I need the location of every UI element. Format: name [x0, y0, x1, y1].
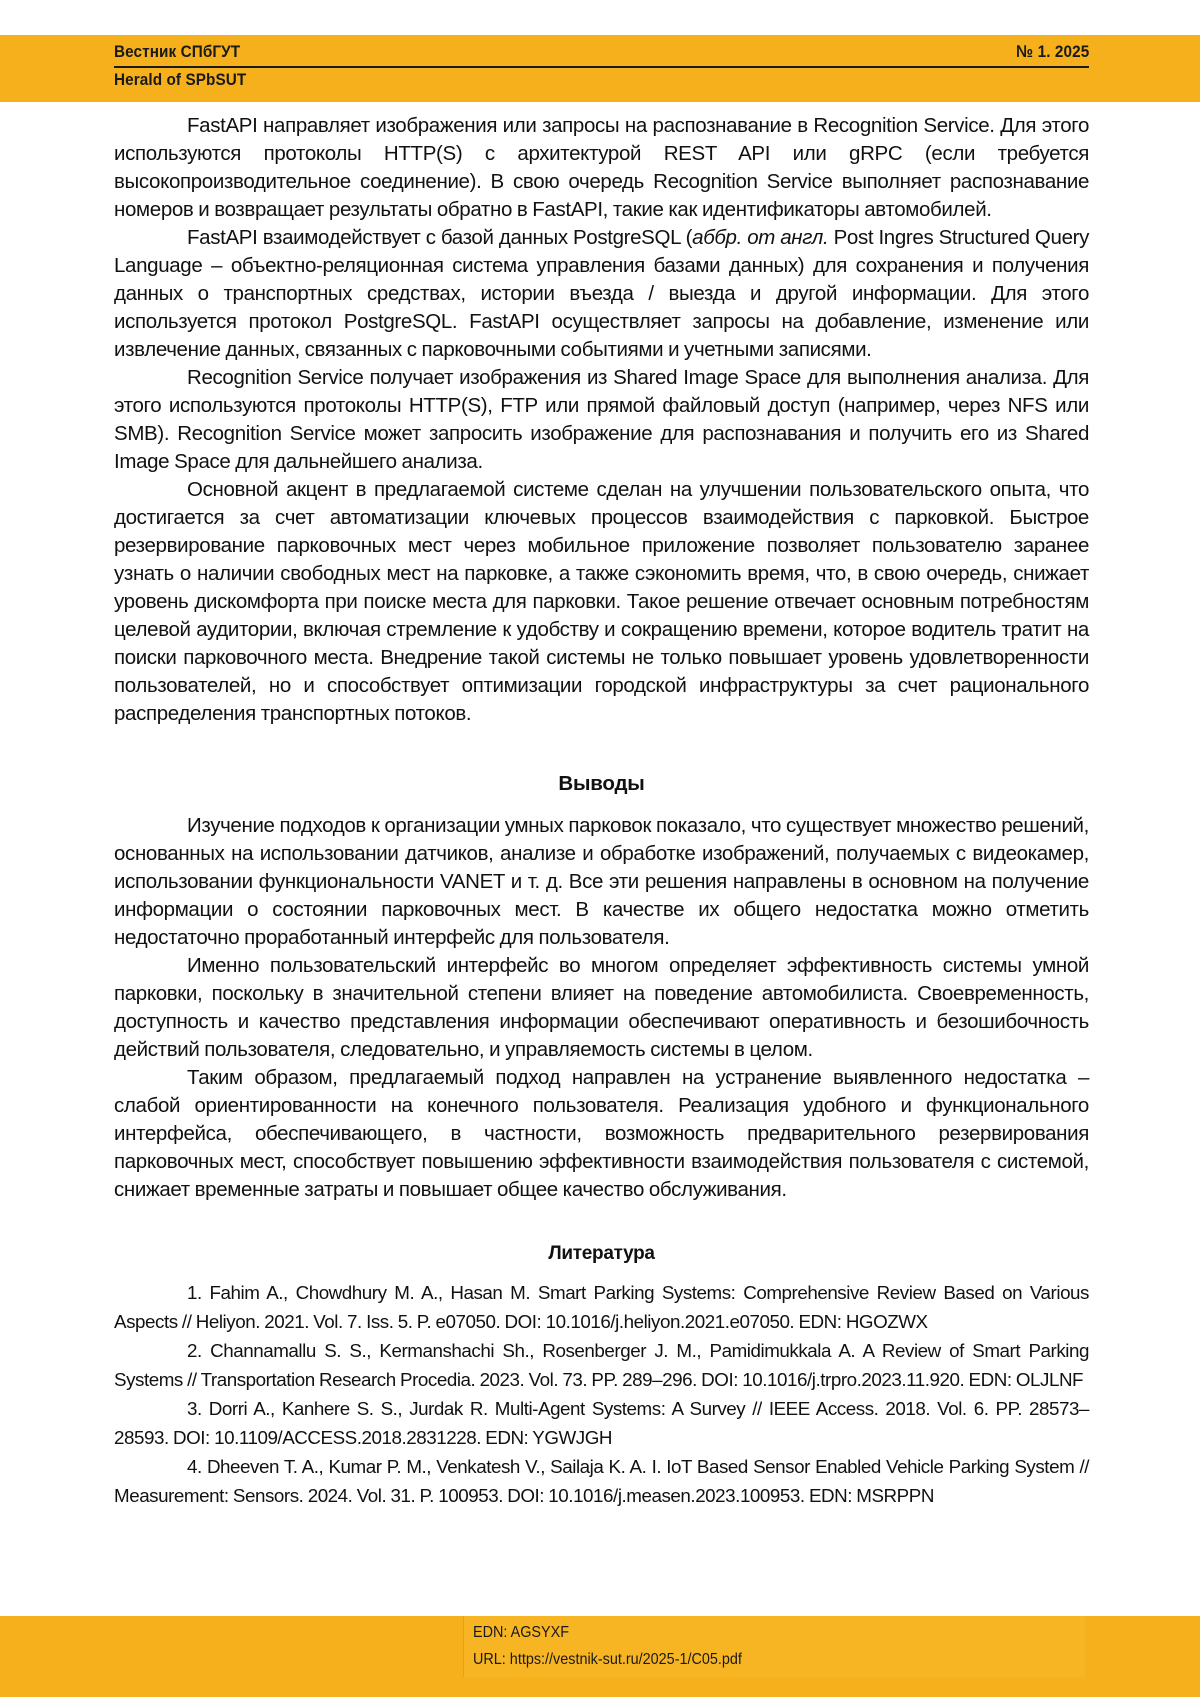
conclusions-paragraph-2: Именно пользовательский интерфейс во многом определяет эффективность системы умной парковки, поскольку в значительной степени влияет на поведение автомобилиста. Своевременность, доступность и качество представления информации обеспечивают оперативность и безошибочность действий пользователя, следовательно, и управляемость системы в целом.	[114, 954, 1089, 1061]
article-body	[114, 112, 1089, 1510]
reference-item: 4. Dheeven T. A., Kumar P. M., Venkatesh V., Sailaja K. A. I. IoT Based Sensor Enabled Vehicle Parking System // Measurement: Sensors. 2024. Vol. 31. P. 100953. DOI: 10.1016/j.measen.2023.100953. EDN: MSRPPN	[114, 1456, 1089, 1506]
postgresql-text-start: FastAPI взаимодействует с базой данных PostgreSQL (	[187, 226, 693, 249]
paragraph-postgresql	[114, 224, 1089, 364]
references-heading: Литература	[548, 1243, 655, 1264]
header-divider	[114, 66, 1089, 68]
conclusions-paragraph-1: Изучение подходов к организации умных парковок показало, что существует множество решений, основанных на использовании датчиков, анализе и обработке изображений, получаемых с видеокамер, использовании функциональности VANET и т. д. Все эти решения направлены в основном на получение информации о состоянии парковочных мест. В качестве их общего недостатка можно отметить недостаточно проработанный интерфейс для пользователя.	[114, 814, 1089, 949]
issue-number: № 1. 2025	[1015, 42, 1089, 61]
postgresql-text-end: Post Ingres Structured Query Language – объектно-реляционная система управления базами данных) для сохранения и получения данных о транспортных средствах, истории въезда / выезда и другой информации. Для этого используется протокол PostgreSQL. FastAPI осуществляет запросы на добавление, изменение или извлечение данных, связанных с парковочными событиями и учетными записями.	[114, 226, 1090, 361]
journal-title-ru: Вестник СПбГУТ	[114, 42, 241, 61]
abbreviation-note: аббр. от англ.	[692, 226, 829, 249]
references-list	[114, 1278, 1089, 1510]
footer-url[interactable]: URL: https://vestnik-sut.ru/2025-1/C05.pdf	[473, 1651, 742, 1668]
reference-item: 2. Channamallu S. S., Kermanshachi Sh., Rosenberger J. M., Pamidimukkala A. A Review of Smart Parking Systems // Transportation Research Procedia. 2023. Vol. 73. PP. 289–296. DOI: 10.1016/j.trpro.2023.11.920. EDN: OLJLNF	[114, 1340, 1089, 1390]
reference-item: 3. Dorri A., Kanhere S. S., Jurdak R. Multi-Agent Systems: A Survey // IEEE Access. 2018. Vol. 6. PP. 28573–28593. DOI: 10.1109/ACCESS.2018.2831228. EDN: YGWJGH	[114, 1398, 1089, 1448]
paragraph-fastapi-recognition: FastAPI направляет изображения или запросы на распознавание в Recognition Service. Для этого используются протоколы HTTP(S) с архитектурой REST API или gRPC (если требуется высокопроизводительное соединение). В свою очередь Recognition Service выполняет распознавание номеров и возвращает результаты обратно в FastAPI, такие как идентификаторы автомобилей.	[114, 114, 1089, 221]
paragraph-shared-image-space: Recognition Service получает изображения из Shared Image Space для выполнения анализа. Для этого используются протоколы HTTP(S), FTP или прямой файловый доступ (например, через NFS или SMB). Recognition Service может запросить изображение для распознавания и получить его из Shared Image Space для дальнейшего анализа.	[114, 366, 1089, 473]
footer-edn: EDN: AGSYXF	[473, 1624, 570, 1641]
reference-item: 1. Fahim A., Chowdhury M. A., Hasan M. Smart Parking Systems: Comprehensive Review Based on Various Aspects // Heliyon. 2021. Vol. 7. Iss. 5. P. e07050. DOI: 10.1016/j.heliyon.2021.e07050. EDN: HGOZWX	[114, 1282, 1089, 1332]
paragraph-user-experience: Основной акцент в предлагаемой системе сделан на улучшении пользовательского опыта, что достигается за счет автоматизации ключевых процессов взаимодействия с парковкой. Быстрое резервирование парковочных мест через мобильное приложение позволяет пользователю заранее узнать о наличии свободных мест на парковке, а также сэкономить время, что, в свою очередь, снижает уровень дискомфорта при поиске места для парковки. Такое решение отвечает основным потребностям целевой аудитории, включая стремление к удобству и сокращению времени, которое водитель тратит на поиски парковочного места. Внедрение такой системы не только повышает уровень удовлетворенности пользователей, но и способствует оптимизации городской инфраструктуры за счет рационального распределения транспортных потоков.	[114, 478, 1089, 725]
conclusions-heading: Выводы	[558, 772, 645, 795]
journal-title-en: Herald of SPbSUT	[114, 70, 247, 89]
conclusions-paragraph-3: Таким образом, предлагаемый подход направлен на устранение выявленного недостатка – слабой ориентированности на конечного пользователя. Реализация удобного и функционального интерфейса, обеспечивающего, в частности, возможность предварительного резервирования парковочных мест, способствует повышению эффективности взаимодействия пользователя с системой, снижает временные затраты и повышает общее качество обслуживания.	[114, 1066, 1089, 1201]
